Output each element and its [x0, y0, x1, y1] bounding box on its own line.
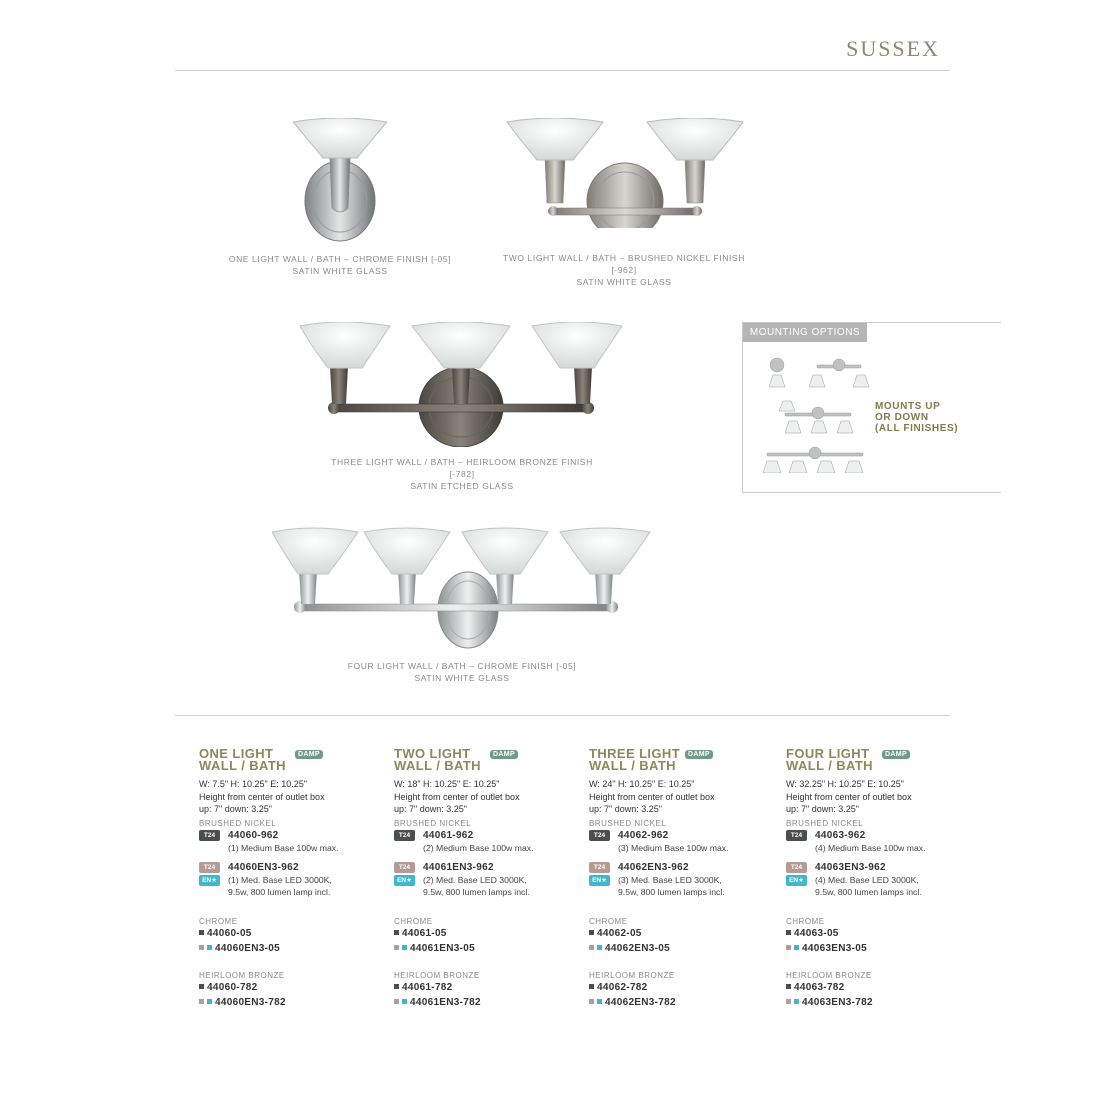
caption-line: ONE LIGHT WALL / BATH – CHROME FINISH [-05] [228, 254, 452, 264]
sku: 44062EN3-962 [618, 861, 689, 873]
sku-description: (2) Med. Base LED 3000K, [423, 874, 527, 885]
t24-badge: T24 [199, 830, 220, 841]
energy-star-square-icon [402, 999, 407, 1004]
spec-column [199, 748, 374, 1010]
dimensions: W: 7.5" H: 10.25" E: 10.25" [199, 779, 307, 789]
energy-star-badge: EN★ [786, 875, 807, 886]
sku-row-led [786, 861, 961, 898]
product-name-line: ONE LIGHT [199, 746, 274, 761]
sku-description: (2) Medium Base 100w max. [423, 842, 534, 853]
mounting-options-icons [761, 353, 873, 473]
caption-line: TWO LIGHT WALL / BATH – BRUSHED NICKEL FINISH [-962] [502, 253, 746, 275]
sku: 44060-962 [228, 829, 279, 841]
energy-star-square-icon [207, 999, 212, 1004]
height-values: up: 7" down: 3.25" [199, 804, 272, 814]
sku: 44063-962 [815, 829, 866, 841]
t24-square-icon [394, 930, 399, 935]
finish-label: CHROME [199, 916, 238, 926]
sku-description: 9.5w, 800 lumen lamps incl. [423, 886, 530, 897]
spec-column [589, 748, 764, 1010]
energy-star-square-icon [794, 999, 799, 1004]
mounting-note-line: OR DOWN [875, 412, 929, 423]
damp-badge: DAMP [685, 750, 713, 759]
t24-square-icon [589, 999, 594, 1004]
sku-description: (3) Med. Base LED 3000K, [618, 874, 722, 885]
height-note: Height from center of outlet box [589, 791, 715, 802]
product-name-line: WALL / BATH [589, 758, 676, 773]
sku-text: 44063-782 [794, 981, 845, 993]
dimensions: W: 24" H: 10.25" E: 10.25" [589, 779, 695, 789]
product-name [394, 748, 494, 772]
sku-text: 44060EN3-782 [215, 996, 286, 1008]
energy-star-square-icon [597, 999, 602, 1004]
t24-square-icon [394, 999, 399, 1004]
sku-text: 44060-05 [207, 927, 252, 939]
brand-title: SUSSEX [846, 36, 940, 61]
caption-line: SATIN WHITE GLASS [292, 266, 388, 276]
sku-description: 9.5w, 800 lumen lamps incl. [618, 886, 725, 897]
finish-label: BRUSHED NICKEL [589, 818, 667, 828]
product-name-line: WALL / BATH [786, 758, 873, 773]
t24-square-icon [589, 984, 594, 989]
finish-label: CHROME [786, 916, 825, 926]
sku-description: (1) Medium Base 100w max. [228, 842, 339, 853]
sku [199, 995, 374, 1010]
sku-text: 44061EN3-782 [410, 996, 481, 1008]
sku [394, 995, 569, 1010]
t24-badge: T24 [786, 862, 807, 873]
sku [199, 980, 374, 995]
top-divider [175, 70, 950, 71]
sku-text: 44060-782 [207, 981, 258, 993]
finish-label: BRUSHED NICKEL [394, 818, 472, 828]
t24-square-icon [199, 984, 204, 989]
height-values: up: 7" down: 3.25" [589, 804, 662, 814]
spec-divider [175, 715, 950, 716]
sku-description: 9.5w, 800 lumen lamp incl. [228, 886, 331, 897]
sku-row [786, 829, 961, 854]
t24-square-icon [589, 945, 594, 950]
sku [199, 941, 374, 956]
sku [786, 995, 961, 1010]
height-note: Height from center of outlet box [199, 791, 325, 802]
sku [394, 980, 569, 995]
mounting-note [875, 401, 958, 434]
sku: 44060EN3-962 [228, 861, 299, 873]
finish-label: BRUSHED NICKEL [199, 818, 277, 828]
t24-square-icon [589, 930, 594, 935]
sku [199, 926, 374, 941]
damp-badge: DAMP [882, 750, 910, 759]
caption-line: SATIN WHITE GLASS [576, 277, 672, 287]
t24-square-icon [786, 999, 791, 1004]
sku-row [394, 829, 569, 854]
sku-text: 44062-782 [597, 981, 648, 993]
finish-label: HEIRLOOM BRONZE [786, 970, 872, 980]
spec-column [394, 748, 569, 1010]
finish-label: CHROME [394, 916, 433, 926]
sku [589, 926, 764, 941]
height-note: Height from center of outlet box [394, 791, 520, 802]
height-note: Height from center of outlet box [786, 791, 912, 802]
sku-row-led [589, 861, 764, 898]
sku [786, 926, 961, 941]
energy-star-badge: EN★ [394, 875, 415, 886]
caption-line: SATIN WHITE GLASS [414, 673, 510, 683]
sku-text: 44063-05 [794, 927, 839, 939]
energy-star-badge: EN★ [199, 875, 220, 886]
one-light-caption [215, 253, 465, 277]
product-name-line: FOUR LIGHT [786, 746, 870, 761]
t24-badge: T24 [786, 830, 807, 841]
product-name-line: TWO LIGHT [394, 746, 471, 761]
t24-square-icon [786, 930, 791, 935]
sku-text: 44060EN3-05 [215, 942, 281, 954]
t24-badge: T24 [589, 830, 610, 841]
three-light-caption [322, 456, 602, 492]
sku-row-led [394, 861, 569, 898]
sku-text: 44063EN3-782 [802, 996, 873, 1008]
t24-square-icon [394, 984, 399, 989]
spec-column [786, 748, 961, 1010]
sku [589, 995, 764, 1010]
three-light-fixture-image [298, 322, 624, 447]
sku-description: (1) Med. Base LED 3000K, [228, 874, 332, 885]
sku [394, 926, 569, 941]
sku-description: (4) Med. Base LED 3000K, [815, 874, 919, 885]
mounting-options-title: MOUNTING OPTIONS [743, 323, 867, 342]
sku-text: 44062-05 [597, 927, 642, 939]
four-light-fixture-image [272, 526, 652, 650]
sku: 44061EN3-962 [423, 861, 494, 873]
damp-badge: DAMP [295, 750, 323, 759]
dimensions: W: 32.25" H: 10.25" E: 10.25" [786, 779, 904, 789]
t24-badge: T24 [394, 830, 415, 841]
one-light-fixture-image [285, 118, 395, 243]
energy-star-badge: EN★ [589, 875, 610, 886]
t24-badge: T24 [394, 862, 415, 873]
caption-line: THREE LIGHT WALL / BATH – HEIRLOOM BRONZE FINISH [-782] [331, 457, 593, 479]
sku-row [199, 829, 374, 854]
t24-badge: T24 [199, 862, 220, 873]
finish-label: HEIRLOOM BRONZE [394, 970, 480, 980]
sku: 44062-962 [618, 829, 669, 841]
sku [589, 941, 764, 956]
caption-line: FOUR LIGHT WALL / BATH – CHROME FINISH [-05] [347, 661, 577, 671]
sku [786, 980, 961, 995]
sku-text: 44062EN3-782 [605, 996, 676, 1008]
product-name [786, 748, 886, 772]
energy-star-square-icon [402, 945, 407, 950]
mounting-note-line: MOUNTS UP [875, 401, 941, 412]
finish-label: BRUSHED NICKEL [786, 818, 864, 828]
sku: 44061-962 [423, 829, 474, 841]
t24-square-icon [394, 945, 399, 950]
finish-label: CHROME [589, 916, 628, 926]
dimensions: W: 18" H: 10.25" E: 10.25" [394, 779, 500, 789]
caption-line: SATIN ETCHED GLASS [410, 481, 514, 491]
two-light-caption [493, 252, 755, 288]
sku-text: 44062EN3-05 [605, 942, 671, 954]
sku-description: (3) Medium Base 100w max. [618, 842, 729, 853]
sku [589, 980, 764, 995]
sku [394, 941, 569, 956]
sku-text: 44061EN3-05 [410, 942, 476, 954]
product-name [199, 748, 299, 772]
height-values: up: 7" down: 3.25" [786, 804, 859, 814]
damp-badge: DAMP [490, 750, 518, 759]
t24-badge: T24 [589, 862, 610, 873]
height-values: up: 7" down: 3.25" [394, 804, 467, 814]
sku-description: (4) Medium Base 100w max. [815, 842, 926, 853]
mounting-note-line: (ALL FINISHES) [875, 423, 959, 434]
mounting-options-panel [742, 322, 1001, 493]
sku [786, 941, 961, 956]
product-name [589, 748, 689, 772]
sku-row-led [199, 861, 374, 898]
two-light-fixture-image [505, 118, 745, 228]
sku-text: 44061-05 [402, 927, 447, 939]
sku-description: 9.5w, 800 lumen lamps incl. [815, 886, 922, 897]
product-name-line: WALL / BATH [199, 758, 286, 773]
t24-square-icon [199, 945, 204, 950]
energy-star-square-icon [597, 945, 602, 950]
product-name-line: WALL / BATH [394, 758, 481, 773]
sku-text: 44061-782 [402, 981, 453, 993]
t24-square-icon [199, 999, 204, 1004]
sku-text: 44063EN3-05 [802, 942, 868, 954]
finish-label: HEIRLOOM BRONZE [589, 970, 675, 980]
t24-square-icon [786, 945, 791, 950]
finish-label: HEIRLOOM BRONZE [199, 970, 285, 980]
product-name-line: THREE LIGHT [589, 746, 681, 761]
energy-star-square-icon [207, 945, 212, 950]
sku: 44063EN3-962 [815, 861, 886, 873]
t24-square-icon [786, 984, 791, 989]
energy-star-square-icon [794, 945, 799, 950]
four-light-caption [332, 660, 592, 684]
t24-square-icon [199, 930, 204, 935]
sku-row [589, 829, 764, 854]
